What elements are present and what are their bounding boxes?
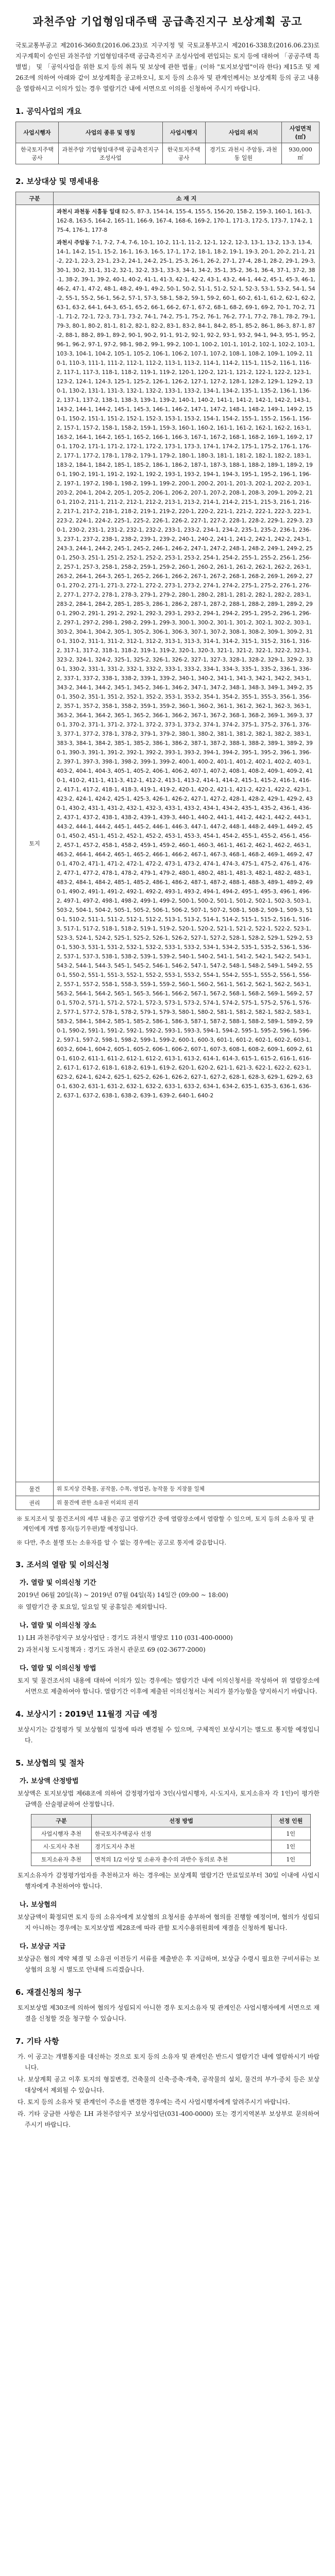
lot-list-cell [54,205,320,1482]
table-row [31,1827,311,1840]
paragraph: 보상시기는 감정평가 및 보상협의 일정에 따라 변경될 수 있으며, 구체적인 보상시기는 별도로 통지할 예정입니다. [18,1726,320,1744]
table-cell: 경기도 과천시 주암동, 과천동 일원 [205,143,282,164]
section-6-heading: 6. 재결신청의 청구 [15,1988,82,1997]
subsection-heading: 다. 열람 및 이의신청 방법 [20,1665,96,1672]
table-cell: 시·도지사 추천 [31,1840,92,1853]
table-header: 구분 [31,1815,92,1827]
paragraph: 2019년 06월 20일(목) ~ 2019년 07월 04일(목) 14일간 (09:00 ~ 18:00) [18,1591,228,1599]
table-cell: 한국토지주택공사 [16,143,59,164]
table-cell: 사업시행자 추천 [31,1827,92,1840]
intro-paragraph: 국토교통부공고 제2016-360호(2016.06.23)로 지구지정 및 국토교통부고시 제2016-338호(2016.06.23)로 지구계획이 승인된 과천주암 기업형임대주택 공급촉진지구 조성사업에 편입되는 토지 등에 대하여 「공공주택 특별법」 및 「공익사업을 위한 토지 등의 취득 및 보상에 관한 법률」(이하 "토지보상법"이라 한다) 제15조 및 제26조에 의하여 아래와 같이 보상계획을 공고하오니, 토지 등의 소유자 및 관계인께서는 보상계획 등의 공고 내용을 열람하시고 이의가 있는 경우 열람기간 내에 서면으로 이의를 신청하여 주시기 바랍니다. [15,42,320,92]
table-header: 선정 인원 [271,1815,310,1827]
category-cell: 물건 [16,1482,54,1496]
category-cell: 권리 [16,1496,54,1510]
table-cell: 한국토지주택공사 [162,143,205,164]
table-header: 사업의 종류 및 명칭 [58,122,162,143]
subsection-heading: 나. 열람 및 이의신청 장소 [20,1622,96,1630]
list-item: 나. 보상계획 공고 이후 토지의 형질변경, 건축물의 신축·증축·개축, 공작물의 설치, 물건의 부가·증치 등은 보상대상에서 제외될 수 있습니다. [18,2076,320,2094]
project-overview-table [15,122,320,164]
subsection-heading: 다. 보상금 지급 [20,1943,66,1951]
section-4-heading: 4. 보상시기 : 2019년 11월경 지급 예정 [15,1709,158,1719]
appraiser-table [31,1814,311,1866]
paragraph: 2) 과천시청 도시정책과 : 경기도 과천시 관문로 69 (02-3677-2000) [18,1646,206,1653]
list-item: 다. 토지 등의 소유자 및 관계인이 주소를 변경한 경우에는 즉시 사업시행자에게 알려주시기 바랍니다. [18,2098,290,2106]
list-item: 라. 기타 궁금한 사항은 LH 과천주암지구 보상사업단(031-400-0000) 또는 경기지역본부 보상부로 문의하여 주시기 바랍니다. [18,2110,320,2128]
table-header: 구분 [16,192,54,205]
table-header-row [16,192,320,205]
paragraph: 1) LH 과천주암지구 보상사업단 : 경기도 과천시 별양로 110 (031-400-0000) [18,1634,233,1641]
compensation-target-table [15,192,320,1510]
table-row [31,1853,311,1866]
table-cell: 토지소유자 추천 [31,1853,92,1866]
section-2-heading: 2. 보상대상 및 명세내용 [15,177,99,186]
table-header-row [16,122,320,143]
table-header: 사업시행지 [162,122,205,143]
page-title: 과천주암 기업형임대주택 공급촉진지구 보상계획 공고 [32,15,303,28]
table-header: 사업면적(㎡) [282,122,320,143]
table-row [16,1482,320,1496]
note: ※ 토지조서 및 물건조서의 세부 내용은 공고 열람기간 중에 열람장소에서 열람할 수 있으며, 토지 등의 소유자 및 관계인에게 개별 통지(등기우편)할 예정입니다. [16,1515,314,1532]
lot-group [57,238,316,1100]
lot-group [57,207,316,235]
note: ※ 다만, 주소 불명 또는 소유자를 알 수 없는 경우에는 공고로 통지에 갈음합니다. [16,1539,227,1546]
table-row [16,205,320,1482]
section-5-heading: 5. 보상협의 및 절차 [15,1758,85,1768]
table-cell: 과천주암 기업형임대주택 공급촉진지구 조성사업 [58,143,162,164]
subsection-heading: 나. 보상협의 [20,1901,57,1909]
paragraph: 보상금액이 확정되면 토지 등의 소유자에게 보상협의 요청서를 송부하여 협의를 진행할 예정이며, 협의가 성립되지 아니하는 경우에는 토지보상법 제28조에 따라 관할 토지수용위원회에 재결을 신청하게 됩니다. [18,1913,320,1931]
table-header: 사업시행자 [16,122,59,143]
table-cell: 경기도지사 추천 [91,1840,271,1853]
lot-group-label: 과천시 주암동 [57,240,90,246]
table-row [31,1840,311,1853]
section-1-heading: 1. 공익사업의 개요 [15,107,82,116]
lot-numbers: 82-5, 87-3, 154-14, 155-4, 155-5, 156-20, 158-2, 159-3, 160-1, 161-3, 162-8, 163-5, 164-2, 165-11, 166-9, 167-4, 168-6, 169-2, 170-1, 171-3, 172-5, 173-7, 174-2, 175-4, 176-1, 177-8 [57,209,313,233]
table-cell: 1인 [271,1853,310,1866]
subsection-heading: 가. 열람 및 이의신청 기간 [20,1579,96,1587]
lot-group-label: 과천시 과천동 시흥동 일대 [57,209,120,215]
paragraph: 보상액은 토지보상법 제68조에 의하여 감정평가업자 3인(사업시행자, 시·도지사, 토지소유자 각 1인)이 평가한 금액을 산술평균하여 산정합니다. [18,1790,320,1808]
table-cell: 1인 [271,1827,310,1840]
table-row [16,1496,320,1510]
subsection-heading: 가. 보상액 산정방법 [20,1777,79,1785]
lot-list [57,207,316,1480]
paragraph: 토지보상법 제30조에 의하여 협의가 성립되지 아니한 경우 토지소유자 및 관계인은 사업시행자에게 서면으로 재결을 신청할 것을 청구할 수 있습니다. [18,2004,320,2022]
table-cell: 면적의 1/2 이상 및 소유자 총수의 과반수 동의로 추천 [91,1853,271,1866]
table-cell: 위 물건에 관한 소유권 이외의 권리 [54,1496,320,1510]
paragraph: 보상금은 협의 계약 체결 및 소유권 이전등기 서류를 제출받은 후 지급하며, 보상금 수령시 필요한 구비서류는 보상협의 요청 시 별도로 안내해 드리겠습니다. [18,1955,320,1973]
table-cell: 한국토지주택공사 선정 [91,1827,271,1840]
table-header-row [31,1815,311,1827]
table-header: 사업의 위치 [205,122,282,143]
table-cell: 위 토지상 건축물, 공작물, 수목, 영업권, 농작물 등 지장물 일체 [54,1482,320,1496]
lot-numbers: 7-1, 7-2, 7-4, 7-6, 10-1, 10-2, 11-1, 11-2, 12-1, 12-2, 12-3, 13-1, 13-2, 13-3, 13-4, 14-1, 14-2, 15-1, 15-2, 16-1, 16-3, 16-5, 17-1, 17-2, 18-1, 18-2, 19-1, 19-3, 20-1, 20-2, 21-1, 21-2, 22-1, 22-3, 23-1, 23-2, 24-1, 24-2, 25-1, 25-3, 26-1, 26-2, 27-1, 27-4, 28-1, 28-2, 29-1, 29-3, 30-1, 30-2, 31-1, 31-2, 32-1, 32-2, 33-1, 33-3, 34-1, 34-2, 35-1, 35-2, 36-1, 36-4, 37-1, 37-2, 38-1, 38-2, 39-1, 39-2, 40-1, 40-2, 41-1, 41-3, 42-1, 42-2, 43-1, 43-2, 44-1, 44-2, 45-1, 45-3, 46-1, 46-2, 47-1, 47-2, 48-1, 48-2, 49-1, 49-2, 50-1, 50-2, 51-1, 51-2, 52-1, 52-3, 53-1, 53-2, 54-1, 54-2, 55-1, 55-2, 56-1, 56-2, 57-1, 57-3, 58-1, 58-2, 59-1, 59-2, 60-1, 60-2, 61-1, 61-2, 62-1, 62-2, 63-1, 63-2, 64-1, 64-3, 65-1, 65-2, 66-1, 66-2, 67-1, 67-2, 68-1, 68-2, 69-1, 69-2, 70-1, 70-2, 71-1, 71-2, 72-1, 72-3, 73-1, 73-2, 74-1, 74-2, 75-1, 75-2, 76-1, 76-2, 77-1, 77-2, 78-1, 78-2, 79-1, 79-3, 80-1, 80-2, 81-1, 81-2, 82-1, 82-2, 83-1, 83-2, 84-1, 84-2, 85-1, 85-2, 86-1, 86-3, 87-1, 87-2, 88-1, 88-2, 89-1, 89-2, 90-1, 90-2, 91-1, 91-2, 92-1, 92-2, 93-1, 93-2, 94-1, 94-3, 95-1, 95-2, 96-1, 96-2, 97-1, 97-2, 98-1, 98-2, 99-1, 99-2, 100-1, 100-2, 101-1, 101-2, 102-1, 102-2, 103-1, 103-3, 104-1, 104-2, 105-1, 105-2, 106-1, 106-2, 107-1, 107-2, 108-1, 108-2, 109-1, 109-2, 110-1, 110-3, 111-1, 111-2, 112-1, 112-2, 113-1, 113-2, 114-1, 114-2, 115-1, 115-2, 116-1, 116-2, 117-1, 117-3, 118-1, 118-2, 119-1, 119-2, 120-1, 120-2, 121-1, 121-2, 122-1, 122-2, 123-1, 123-2, 124-1, 124-3, 125-1, 125-2, 126-1, 126-2, 127-1, 127-2, 128-1, 128-2, 129-1, 129-2, 130-1, 130-2, 131-1, 131-3, 132-1, 132-2, 133-1, 133-2, 134-1, 134-2, 135-1, 135-2, 136-1, 136-2, 137-1, 137-2, 138-1, 138-3, 139-1, 139-2, 140-1, 140-2, 141-1, 141-2, 142-1, 142-2, 143-1, 143-2, 144-1, 144-2, 145-1, 145-3, 146-1, 146-2, 147-1, 147-2, 148-1, 148-2, 149-1, 149-2, 150-1, 150-2, 151-1, 151-2, 152-1, 152-3, 153-1, 153-2, 154-1, 154-2, 155-1, 155-2, 156-1, 156-2, 157-1, 157-2, 158-1, 158-2, 159-1, 159-3, 160-1, 160-2, 161-1, 161-2, 162-1, 162-2, 163-1, 163-2, 164-1, 164-2, 165-1, 165-2, 166-1, 166-3, 167-1, 167-2, 168-1, 168-2, 169-1, 169-2, 170-1, 170-2, 171-1, 171-2, 172-1, 172-2, 173-1, 173-3, 174-1, 174-2, 175-1, 175-2, 176-1, 176-2, 177-1, 177-2, 178-1, 178-2, 179-1, 179-2, 180-1, 180-3, 181-1, 181-2, 182-1, 182-2, 183-1, 183-2, 184-1, 184-2, 185-1, 185-2, 186-1, 186-2, 187-1, 187-3, 188-1, 188-2, 189-1, 189-2, 190-1, 190-2, 191-1, 191-2, 192-1, 192-2, 193-1, 193-2, 194-1, 194-3, 195-1, 195-2, 196-1, 196-2, 197-1, 197-2, 198-1, 198-2, 199-1, 199-2, 200-1, 200-2, 201-1, 201-3, 202-1, 202-2, 203-1, 203-2, 204-1, 204-2, 205-1, 205-2, 206-1, 206-2, 207-1, 207-2, 208-1, 208-3, 209-1, 209-2, 210-1, 210-2, 211-1, 211-2, 212-1, 212-2, 213-1, 213-2, 214-1, 214-2, 215-1, 215-3, 216-1, 216-2, 217-1, 217-2, 218-1, 218-2, 219-1, 219-2, 220-1, 220-2, 221-1, 221-2, 222-1, 222-3, 223-1, 223-2, 224-1, 224-2, 225-1, 225-2, 226-1, 226-2, 227-1, 227-2, 228-1, 228-2, 229-1, 229-3, 230-1, 230-2, 231-1, 231-2, 232-1, 232-2, 233-1, 233-2, 234-1, 234-2, 235-1, 235-2, 236-1, 236-3, 237-1, 237-2, 238-1, 238-2, 239-1, 239-2, 240-1, 240-2, 241-1, 241-2, 242-1, 242-2, 243-1, 243-3, 244-1, 244-2, 245-1, 245-2, 246-1, 246-2, 247-1, 247-2, 248-1, 248-2, 249-1, 249-2, 250-1, 250-3, 251-1, 251-2, 252-1, 252-2, 253-1, 253-2, 254-1, 254-2, 255-1, 255-2, 256-1, 256-2, 257-1, 257-3, 258-1, 258-2, 259-1, 259-2, 260-1, 260-2, 261-1, 261-2, 262-1, 262-2, 263-1, 263-2, 264-1, 264-3, 265-1, 265-2, 266-1, 266-2, 267-1, 267-2, 268-1, 268-2, 269-1, 269-2, 270-1, 270-2, 271-1, 271-3, 272-1, 272-2, 273-1, 273-2, 274-1, 274-2, 275-1, 275-2, 276-1, 276-2, 277-1, 277-2, 278-1, 278-3, 279-1, 279-2, 280-1, 280-2, 281-1, 281-2, 282-1, 282-2, 283-1, 283-2, 284-1, 284-2, 285-1, 285-3, 286-1, 286-2, 287-1, 287-2, 288-1, 288-2, 289-1, 289-2, 290-1, 290-2, 291-1, 291-2, 292-1, 292-3, 293-1, 293-2, 294-1, 294-2, 295-1, 295-2, 296-1, 296-2, 297-1, 297-2, 298-1, 298-2, 299-1, 299-3, 300-1, 300-2, 301-1, 301-2, 302-1, 302-2, 303-1, 303-2, 304-1, 304-2, 305-1, 305-2, 306-1, 306-3, 307-1, 307-2, 308-1, 308-2, 309-1, 309-2, 310-1, 310-2, 311-1, 311-2, 312-1, 312-2, 313-1, 313-3, 314-1, 314-2, 315-1, 315-2, 316-1, 316-2, 317-1, 317-2, 318-1, 318-2, 319-1, 319-2, 320-1, 320-3, 321-1, 321-2, 322-1, 322-2, 323-1, 323-2, 324-1, 324-2, 325-1, 325-2, 326-1, 326-2, 327-1, 327-3, 328-1, 328-2, 329-1, 329-2, 330-1, 330-2, 331-1, 331-2, 332-1, 332-2, 333-1, 333-2, 334-1, 334-3, 335-1, 335-2, 336-1, 336-2, 337-1, 337-2, 338-1, 338-2, 339-1, 339-2, 340-1, 340-2, 341-1, 341-3, 342-1, 342-2, 343-1, 343-2, 344-1, 344-2, 345-1, 345-2, 346-1, 346-2, 347-1, 347-2, 348-1, 348-3, 349-1, 349-2, 350-1, 350-2, 351-1, 351-2, 352-1, 352-2, 353-1, 353-2, 354-1, 354-2, 355-1, 355-3, 356-1, 356-2, 357-1, 357-2, 358-1, 358-2, 359-1, 359-2, 360-1, 360-2, 361-1, 361-2, 362-1, 362-3, 363-1, 363-2, 364-1, 364-2, 365-1, 365-2, 366-1, 366-2, 367-1, 367-2, 368-1, 368-2, 369-1, 369-3, 370-1, 370-2, 371-1, 371-2, 372-1, 372-2, 373-1, 373-2, 374-1, 374-2, 375-1, 375-2, 376-1, 376-3, 377-1, 377-2, 378-1, 378-2, 379-1, 379-2, 380-1, 380-2, 381-1, 381-2, 382-1, 382-2, 383-1, 383-3, 384-1, 384-2, 385-1, 385-2, 386-1, 386-2, 387-1, 387-2, 388-1, 388-2, 389-1, 389-2, 390-1, 390-3, 391-1, 391-2, 392-1, 392-2, 393-1, 393-2, 394-1, 394-2, 395-1, 395-2, 396-1, 396-2, 397-1, 397-3, 398-1, 398-2, 399-1, 399-2, 400-1, 400-2, 401-1, 401-2, 402-1, 402-2, 403-1, 403-2, 404-1, 404-3, 405-1, 405-2, 406-1, 406-2, 407-1, 407-2, 408-1, 408-2, 409-1, 409-2, 410-1, 410-2, 411-1, 411-3, 412-1, 412-2, 413-1, 413-2, 414-1, 414-2, 415-1, 415-2, 416-1, 416-2, 417-1, 417-2, 418-1, 418-3, 419-1, 419-2, 420-1, 420-2, 421-1, 421-2, 422-1, 422-2, 423-1, 423-2, 424-1, 424-2, 425-1, 425-3, 426-1, 426-2, 427-1, 427-2, 428-1, 428-2, 429-1, 429-2, 430-1, 430-2, 431-1, 431-2, 432-1, 432-3, 433-1, 433-2, 434-1, 434-2, 435-1, 435-2, 436-1, 436-2, 437-1, 437-2, 438-1, 438-2, 439-1, 439-3, 440-1, 440-2, 441-1, 441-2, 442-1, 442-2, 443-1, 443-2, 444-1, 444-2, 445-1, 445-2, 446-1, 446-3, 447-1, 447-2, 448-1, 448-2, 449-1, 449-2, 450-1, 450-2, 451-1, 451-2, 452-1, 452-2, 453-1, 453-3, 454-1, 454-2, 455-1, 455-2, 456-1, 456-2, 457-1, 457-2, 458-1, 458-2, 459-1, 459-2, 460-1, 460-3, 461-1, 461-2, 462-1, 462-2, 463-1, 463-2, 464-1, 464-2, 465-1, 465-2, 466-1, 466-2, 467-1, 467-3, 468-1, 468-2, 469-1, 469-2, 470-1, 470-2, 471-1, 471-2, 472-1, 472-2, 473-1, 473-2, 474-1, 474-3, 475-1, 475-2, 476-1, 476-2, 477-1, 477-2, 478-1, 478-2, 479-1, 479-2, 480-1, 480-2, 481-1, 481-3, 482-1, 482-2, 483-1, 483-2, 484-1, 484-2, 485-1, 485-2, 486-1, 486-2, 487-1, 487-2, 488-1, 488-3, 489-1, 489-2, 490-1, 490-2, 491-1, 491-2, 492-1, 492-2, 493-1, 493-2, 494-1, 494-2, 495-1, 495-3, 496-1, 496-2, 497-1, 497-2, 498-1, 498-2, 499-1, 499-2, 500-1, 500-2, 501-1, 501-2, 502-1, 502-3, 503-1, 503-2, 504-1, 504-2, 505-1, 505-2, 506-1, 506-2, 507-1, 507-2, 508-1, 508-2, 509-1, 509-3, 510-1, 510-2, 511-1, 511-2, 512-1, 512-2, 513-1, 513-2, 514-1, 514-2, 515-1, 515-2, 516-1, 516-3, 517-1, 517-2, 518-1, 518-2, 519-1, 519-2, 520-1, 520-2, 521-1, 521-2, 522-1, 522-2, 523-1, 523-3, 524-1, 524-2, 525-1, 525-2, 526-1, 526-2, 527-1, 527-2, 528-1, 528-2, 529-1, 529-2, 530-1, 530-3, 531-1, 531-2, 532-1, 532-2, 533-1, 533-2, 534-1, 534-2, 535-1, 535-2, 536-1, 536-2, 537-1, 537-3, 538-1, 538-2, 539-1, 539-2, 540-1, 540-2, 541-1, 541-2, 542-1, 542-2, 543-1, 543-2, 544-1, 544-3, 545-1, 545-2, 546-1, 546-2, 547-1, 547-2, 548-1, 548-2, 549-1, 549-2, 550-1, 550-2, 551-1, 551-3, 552-1, 552-2, 553-1, 553-2, 554-1, 554-2, 555-1, 555-2, 556-1, 556-2, 557-1, 557-2, 558-1, 558-3, 559-1, 559-2, 560-1, 560-2, 561-1, 561-2, 562-1, 562-2, 563-1, 563-2, 564-1, 564-2, 565-1, 565-3, 566-1, 566-2, 567-1, 567-2, 568-1, 568-2, 569-1, 569-2, 570-1, 570-2, 571-1, 571-2, 572-1, 572-3, 573-1, 573-2, 574-1, 574-2, 575-1, 575-2, 576-1, 576-2, 577-1, 577-2, 578-1, 578-2, 579-1, 579-3, 580-1, 580-2, 581-1, 581-2, 582-1, 582-2, 583-1, 583-2, 584-1, 584-2, 585-1, 585-2, 586-1, 586-3, 587-1, 587-2, 588-1, 588-2, 589-1, 589-2, 590-1, 590-2, 591-1, 591-2, 592-1, 592-2, 593-1, 593-3, 594-1, 594-2, 595-1, 595-2, 596-1, 596-2, 597-1, 597-2, 598-1, 598-2, 599-1, 599-2, 600-1, 600-3, 601-1, 601-2, 602-1, 602-2, 603-1, 603-2, 604-1, 604-2, 605-1, 605-2, 606-1, 606-2, 607-1, 607-3, 608-1, 608-2, 609-1, 609-2, 610-1, 610-2, 611-1, 611-2, 612-1, 612-2, 613-1, 613-2, 614-1, 614-3, 615-1, 615-2, 616-1, 616-2, 617-1, 617-2, 618-1, 618-2, 619-1, 619-2, 620-1, 620-2, 621-1, 621-3, 622-1, 622-2, 623-1, 623-2, 624-1, 624-2, 625-1, 625-2, 626-1, 626-2, 627-1, 627-2, 628-1, 628-3, 629-1, 629-2, 630-1, 630-2, 631-1, 631-2, 632-1, 632-2, 633-1, 633-2, 634-1, 634-2, 635-1, 635-3, 636-1, 636-2, 637-1, 637-2, 638-1, 638-2, 639-1, 639-2, 640-1, 640-2 [57,240,315,1099]
note: ※ 열람기간 중 토요일, 일요일 및 공휴일은 제외합니다. [18,1603,167,1611]
table-header: 선정 방법 [91,1815,271,1827]
table-cell: 930,000 ㎡ [282,143,320,164]
list-item: 가. 이 공고는 개별통지를 대신하는 것으로 토지 등의 소유자 및 관계인은 반드시 열람기간 내에 열람하시기 바랍니다. [18,2053,320,2071]
section-7-heading: 7. 기타 사항 [15,2037,59,2046]
table-header: 소 재 지 [54,192,320,205]
category-cell: 토지 [16,205,54,1482]
table-row [16,143,320,164]
table-cell: 1인 [271,1840,310,1853]
paragraph: 토지 및 물건조서의 내용에 대하여 이의가 있는 경우에는 열람기간 내에 이의신청서를 작성하여 위 열람장소에 서면으로 제출하여야 합니다. 열람기간 이후에 제출된 이의신청서는 처리가 불가능함을 양지하시기 바랍니다. [18,1677,320,1695]
section-3-heading: 3. 조서의 열람 및 이의신청 [15,1560,109,1569]
paragraph: 토지소유자가 감정평가업자를 추천하고자 하는 경우에는 보상계획 열람기간 만료일로부터 30일 이내에 사업시행자에게 추천하여야 합니다. [18,1872,320,1890]
